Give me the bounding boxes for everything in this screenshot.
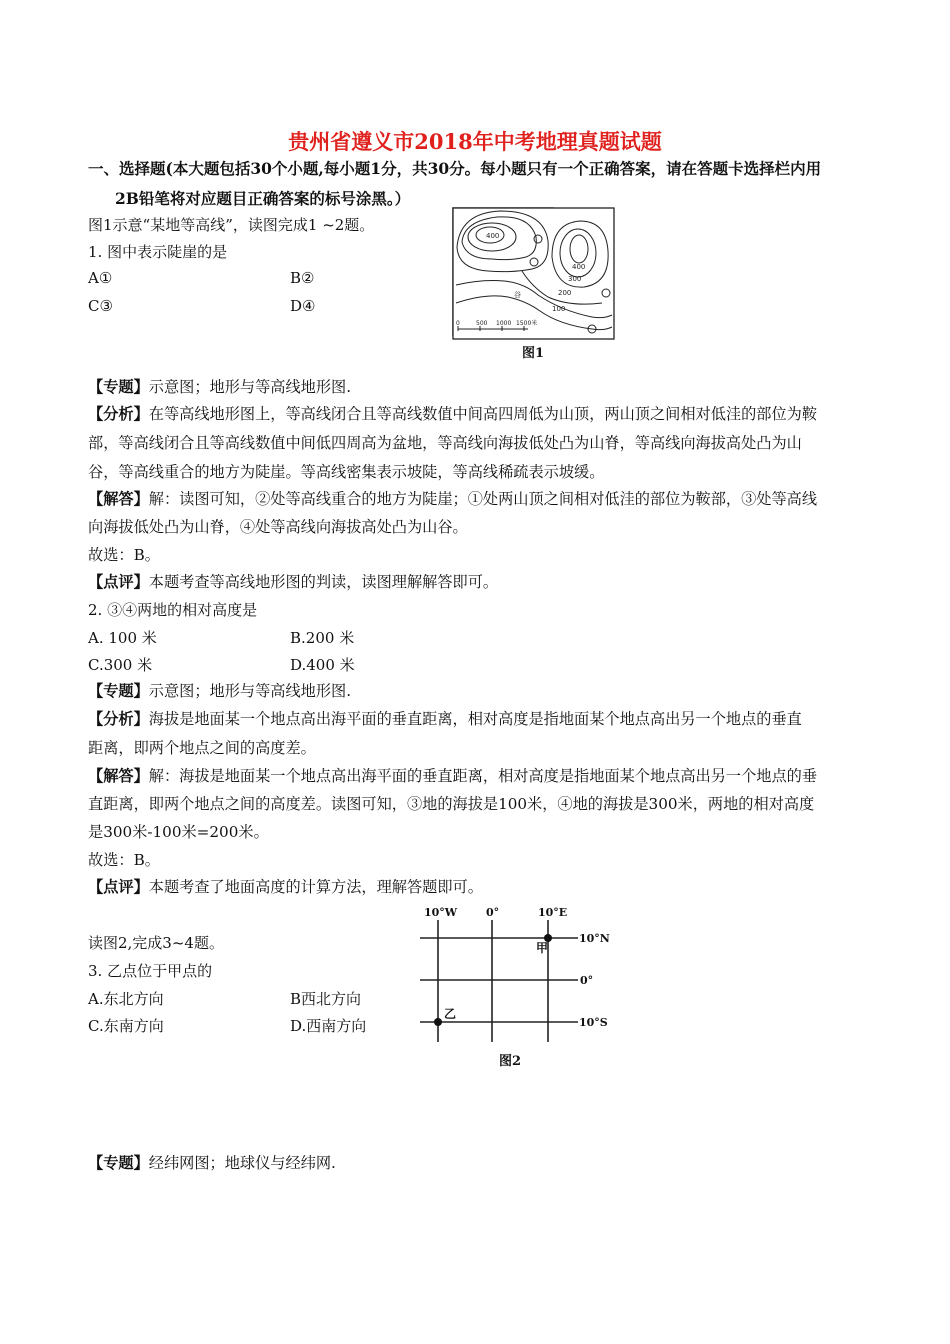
tag-zhuanti: 【专题】 bbox=[88, 1154, 149, 1172]
q3-option-d: D.西南方向 bbox=[290, 1017, 367, 1035]
a1-fenxi-2: 部，等高线闭合且等高线数值中间低四周高为盆地，等高线向海拔低处凸为山脊，等高线向海拔高处凸为山 bbox=[88, 434, 802, 452]
contour-label-200: 200 bbox=[558, 289, 572, 297]
q3-stem: 3. 乙点位于甲点的 bbox=[88, 962, 213, 980]
q2-option-d: D.400 米 bbox=[290, 656, 355, 674]
lon-label-0: 0° bbox=[486, 906, 500, 919]
a1-fenxi-text: 在等高线地形图上，等高线闭合且等高线数值中间高四周低为山顶，两山顶之间相对低洼的部位为鞍 bbox=[148, 405, 817, 423]
intro-fig2: 读图2,完成3~4题。 bbox=[88, 934, 224, 952]
section-heading-cont: 2B铅笔将对应题目正确答案的标号涂黑。） bbox=[115, 189, 411, 208]
a2-zhuanti bbox=[88, 678, 864, 705]
q2-option-b: B.200 米 bbox=[290, 629, 355, 647]
q2-option-a: A. 100 米 bbox=[88, 629, 157, 647]
a2-jieda-text: 解：海拔是地面某一个地点高出海平面的垂直距离，相对高度是指地面某个地点高出另一个地点的垂 bbox=[148, 767, 817, 785]
tag-zhuanti: 【专题】 bbox=[88, 682, 149, 700]
lat-label-10n: 10°N bbox=[579, 932, 610, 945]
tag-fenxi: 【分析】 bbox=[88, 710, 149, 728]
contour-label-100: 100 bbox=[552, 305, 566, 313]
a2-guxuan: 故选：B。 bbox=[88, 851, 160, 869]
a1-zhuanti-text: 示意图；地形与等高线地形图. bbox=[148, 378, 352, 396]
a1-jieda-1 bbox=[88, 486, 864, 513]
a2-fenxi-1 bbox=[88, 706, 864, 733]
contour-label-300: 300 bbox=[568, 275, 582, 283]
a1-zhuanti bbox=[88, 374, 864, 401]
figure-2-caption: 图2 bbox=[499, 1054, 522, 1069]
a1-dianping bbox=[88, 569, 864, 596]
section-heading: 一、选择题(本大题包括30个小题,每小题1分，共30分。每小题只有一个正确答案，请在答题卡选择栏内用 bbox=[88, 159, 822, 178]
q1-stem: 1. 图中表示陡崖的是 bbox=[88, 243, 228, 261]
page-title: 贵州省遵义市2018年中考地理真题试题 bbox=[288, 129, 662, 154]
a2-fenxi-text: 海拔是地面某一个地点高出海平面的垂直距离，相对高度是指地面某个地点高出另一个地点的垂直 bbox=[148, 710, 802, 728]
q1-option-d: D④ bbox=[290, 297, 316, 315]
label-jia: 甲 bbox=[536, 941, 549, 955]
q3-option-b: B西北方向 bbox=[290, 990, 362, 1008]
figure-1-caption: 图1 bbox=[522, 346, 545, 361]
lat-label-10s: 10°S bbox=[579, 1016, 608, 1029]
q1-option-a: A① bbox=[88, 269, 113, 287]
scale-0: 0 bbox=[456, 320, 460, 327]
q1-option-c: C③ bbox=[88, 297, 113, 315]
tag-zhuanti: 【专题】 bbox=[88, 378, 149, 396]
contour-label-400-a: 400 bbox=[486, 232, 500, 240]
q3-option-a: A.东北方向 bbox=[88, 990, 164, 1008]
a2-jieda-1 bbox=[88, 763, 864, 790]
lon-label-10w: 10°W bbox=[424, 906, 458, 919]
contour-label-400-b: 400 bbox=[572, 263, 586, 271]
tag-dianping: 【点评】 bbox=[88, 573, 149, 591]
a1-jieda-2: 向海拔低处凸为山脊，④处等高线向海拔高处凸为山谷。 bbox=[88, 518, 468, 536]
a3-zhuanti bbox=[88, 1150, 864, 1177]
scale-500: 500 bbox=[476, 320, 488, 327]
scale-1000: 1000 bbox=[496, 320, 512, 327]
q2-stem: 2. ③④两地的相对高度是 bbox=[88, 601, 258, 619]
a1-jieda-text: 解：读图可知，②处等高线重合的地方为陡崖；①处两山顶之间相对低洼的部位为鞍部，③处等高线 bbox=[148, 490, 817, 508]
valley-label: 谷 bbox=[514, 291, 521, 299]
figure-2-graticule bbox=[410, 904, 620, 1046]
q1-option-b: B② bbox=[290, 269, 315, 287]
a2-jieda-2: 直距离，即两个地点之间的高度差。读图可知，③地的海拔是100米，④地的海拔是300米，两地的相对高度 bbox=[88, 795, 815, 813]
figure-1-contour-map-main bbox=[452, 207, 616, 341]
tag-dianping: 【点评】 bbox=[88, 878, 149, 896]
a2-zhuanti-text: 示意图；地形与等高线地形图. bbox=[148, 682, 352, 700]
a1-fenxi-1 bbox=[88, 401, 864, 428]
intro-fig1: 图1示意“某地等高线”，读图完成1 ~2题。 bbox=[88, 216, 375, 234]
a1-fenxi-3: 谷，等高线重合的地方为陡崖。等高线密集表示坡陡，等高线稀疏表示坡缓。 bbox=[88, 463, 605, 481]
label-yi: 乙 bbox=[444, 1007, 457, 1021]
a1-dianping-text: 本题考查等高线地形图的判读，读图理解解答即可。 bbox=[148, 573, 499, 591]
lat-label-0: 0° bbox=[580, 974, 594, 987]
a1-guxuan: 故选：B。 bbox=[88, 546, 160, 564]
lon-label-10e: 10°E bbox=[538, 906, 568, 919]
a2-fenxi-2: 距离，即两个地点之间的高度差。 bbox=[88, 739, 316, 757]
tag-jieda: 【解答】 bbox=[88, 767, 149, 785]
scale-1500: 1500米 bbox=[516, 320, 538, 327]
point-yi bbox=[434, 1018, 442, 1026]
a2-jieda-3: 是300米-100米=200米。 bbox=[88, 823, 269, 841]
q3-option-c: C.东南方向 bbox=[88, 1017, 164, 1035]
a3-zhuanti-text: 经纬网图；地球仪与经纬网. bbox=[148, 1154, 336, 1172]
a2-dianping-text: 本题考查了地面高度的计算方法，理解答题即可。 bbox=[148, 878, 483, 896]
q2-option-c: C.300 米 bbox=[88, 656, 153, 674]
tag-fenxi: 【分析】 bbox=[88, 405, 149, 423]
a2-dianping bbox=[88, 874, 864, 901]
tag-jieda: 【解答】 bbox=[88, 490, 149, 508]
